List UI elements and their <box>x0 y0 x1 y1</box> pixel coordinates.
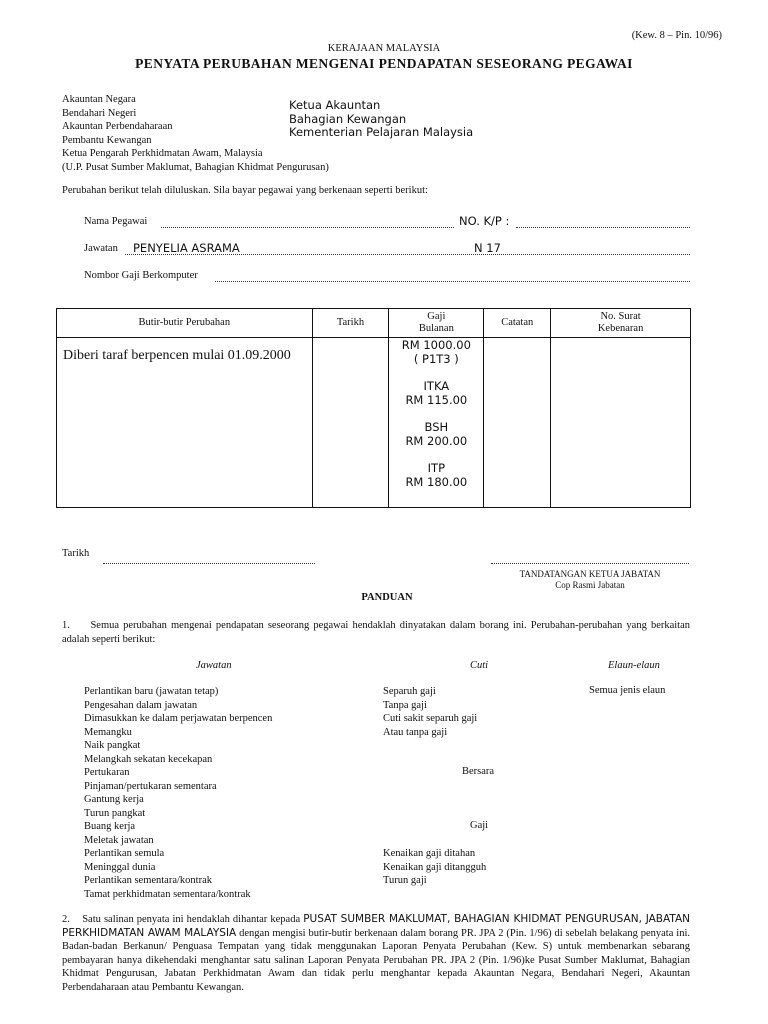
col-head-elaun: Elaun-elaun <box>608 660 660 671</box>
recipient-line: Ketua Pengarah Perkhidmatan Awam, Malaysia <box>62 148 263 159</box>
signature-caption-line: TANDATANGAN KETUA JABATAN <box>519 569 661 579</box>
list-item: Memangku <box>84 726 132 738</box>
list-item: Perlantikan sementara/kontrak <box>84 875 212 886</box>
amount-line: ( P1T3 ) <box>413 352 459 366</box>
signature-field[interactable] <box>491 563 689 564</box>
signature-caption <box>491 569 689 591</box>
para-number: 2. <box>62 914 70 925</box>
list-item: Cuti sakit separuh gaji <box>383 713 478 724</box>
col-head-cuti: Cuti <box>470 660 489 671</box>
sender-line: Ketua Akauntan <box>289 98 381 112</box>
nombor-gaji-label: Nombor Gaji Berkomputer <box>84 270 198 281</box>
recipient-line: Pembantu Kewangan <box>62 134 152 146</box>
para-text: dengan mengisi butir-butir berkenaan dalam borang PR. JPA 2 (Pin. 1/96) di sebelah belakang penyata ini. Badan-badan Berkanun/ Penguasa Tempatan yang tidak menggunakan Laporan Penyata Perubahan (Kew. S) untuk membenarkan sebarang pembayaran hanya dikehendaki menghantar satu salinan Laporan Penyata Perubahan PR. JPA 2 (Pin. 1/96)ke Pusat Sumber Maklumat, Bahagian Khidmat Pengurusan, Jabatan Perkhidmatan Awam dan tidak perlu menghantar kepada Akauntan Negara, Bendahari Negeri, Akauntan Perbendaharaan atau Pembantu Kewangan. <box>62 927 690 993</box>
nokp-field[interactable] <box>516 227 690 228</box>
sender-line: Kementerian Pelajaran Malaysia <box>289 125 474 139</box>
para-number: 1. <box>62 620 70 631</box>
list-item: Melangkah sekatan kecekapan <box>84 753 213 765</box>
nama-field[interactable] <box>161 227 454 228</box>
list-item: Separuh gaji <box>383 686 436 697</box>
jawatan-list <box>84 685 272 901</box>
recipient-line: Akauntan Negara <box>62 94 136 105</box>
amount-line: ITP <box>427 461 446 475</box>
list-item: Meninggal dunia <box>84 861 156 873</box>
col-head-jawatan: Jawatan <box>196 660 232 671</box>
list-item: Turun pangkat <box>84 807 146 819</box>
tarikh-label: Tarikh <box>62 548 90 559</box>
amount-line: ITKA <box>423 379 450 393</box>
list-item: Tamat perkhidmatan sementara/kontrak <box>84 888 251 900</box>
jawatan-label: Jawatan <box>84 243 118 254</box>
para-text: Satu salinan penyata ini hendaklah dihantar kepada <box>82 914 304 925</box>
list-item: Kenaikan gaji ditahan <box>383 848 476 859</box>
list-item: Dimasukkan ke dalam perjawatan berpencen <box>84 713 273 724</box>
header-tarikh: Tarikh <box>312 309 389 338</box>
header-surat <box>551 309 691 338</box>
list-item: Turun gaji <box>383 875 427 886</box>
list-item: Perlantikan semula <box>84 848 165 859</box>
list-item: Tanpa gaji <box>383 699 427 711</box>
signature-caption-line: Cop Rasmi Jabatan <box>555 580 625 590</box>
header-catatan: Catatan <box>484 309 551 338</box>
government-heading: KERAJAAN MALAYSIA <box>327 43 441 54</box>
sender-block <box>289 99 473 140</box>
recipient-line: Akauntan Perbendaharaan <box>62 121 173 132</box>
header-surat-line: No. Surat <box>600 311 641 322</box>
form-reference: (Kew. 8 – Pin. 10/96) <box>631 30 722 41</box>
list-item: Pengesahan dalam jawatan <box>84 699 198 711</box>
change-table <box>56 308 691 508</box>
panduan-title: PANDUAN <box>361 592 413 603</box>
bersara-heading: Bersara <box>462 766 495 777</box>
amount-line: RM 200.00 <box>405 434 468 448</box>
recipient-line: Bendahari Negeri <box>62 107 137 119</box>
amount-group <box>389 379 483 407</box>
gaji-list <box>383 847 486 888</box>
gaji-heading: Gaji <box>470 820 489 831</box>
list-item: Atau tanpa gaji <box>383 726 448 738</box>
list-item: Pinjaman/pertukaran sementara <box>84 780 217 792</box>
cell-catatan[interactable] <box>484 338 551 508</box>
cell-surat[interactable] <box>551 338 691 508</box>
cell-tarikh[interactable] <box>312 338 389 508</box>
form-title: PENYATA PERUBAHAN MENGENAI PENDAPATAN SESEORANG PEGAWAI <box>135 56 633 71</box>
cuti-list <box>383 685 477 739</box>
header-butir: Butir-butir Perubahan <box>57 309 313 338</box>
para-emphasis: PUSAT SUMBER MAKLUMAT, BAHAGIAN KHIDMAT PENGURUSAN, JABATAN PERKHIDMATAN AWAM MALAYSIA <box>62 913 690 939</box>
nombor-gaji-field[interactable] <box>215 281 690 282</box>
amount-group <box>389 420 483 448</box>
header-gaji <box>389 309 484 338</box>
panduan-para-2 <box>62 913 690 994</box>
panduan-para-1 <box>62 619 690 646</box>
intro-text: Perubahan berikut telah diluluskan. Sila bayar pegawai yang berkenaan seperti berikut: <box>62 185 428 196</box>
list-item: Gantung kerja <box>84 794 144 805</box>
amount-line: BSH <box>424 420 449 434</box>
jawatan-field[interactable] <box>125 254 690 255</box>
amount-line: RM 1000.00 <box>401 338 471 352</box>
amount-line: RM 115.00 <box>405 393 468 407</box>
list-item: Perlantikan baru (jawatan tetap) <box>84 686 219 697</box>
header-gaji-line: Gaji <box>427 311 446 322</box>
elaun-item: Semua jenis elaun <box>589 685 666 696</box>
cell-butir[interactable]: Diberi taraf berpencen mulai 01.09.2000 <box>57 338 313 508</box>
header-surat-line: Kebenaran <box>597 323 644 334</box>
amount-group <box>389 338 483 366</box>
para-text: Semua perubahan mengenai pendapatan seseorang pegawai hendaklah dinyatakan dalam borang ini. Perubahan-perubahan yang berkaitan adalah seperti berikut: <box>62 620 691 645</box>
list-item: Kenaikan gaji ditangguh <box>383 861 487 873</box>
recipient-line: (U.P. Pusat Sumber Maklumat, Bahagian Khidmat Pengurusan) <box>62 161 329 173</box>
cell-gaji[interactable] <box>389 338 484 508</box>
table-header-row <box>57 309 691 338</box>
header-gaji-line: Bulanan <box>418 323 454 334</box>
nama-label: Nama Pegawai <box>84 216 148 227</box>
table-row <box>57 338 691 508</box>
list-item: Pertukaran <box>84 767 130 778</box>
nokp-label: NO. K/P : <box>459 214 510 228</box>
list-item: Buang kerja <box>84 821 136 832</box>
tarikh-field[interactable] <box>103 563 315 564</box>
amount-line: RM 180.00 <box>405 475 468 489</box>
jawatan-value: PENYELIA ASRAMA <box>133 241 240 255</box>
list-item: Meletak jawatan <box>84 834 154 846</box>
sender-line: Bahagian Kewangan <box>289 111 407 126</box>
gred-value: N 17 <box>474 241 501 255</box>
amount-group <box>389 461 483 489</box>
list-item: Naik pangkat <box>84 740 141 751</box>
